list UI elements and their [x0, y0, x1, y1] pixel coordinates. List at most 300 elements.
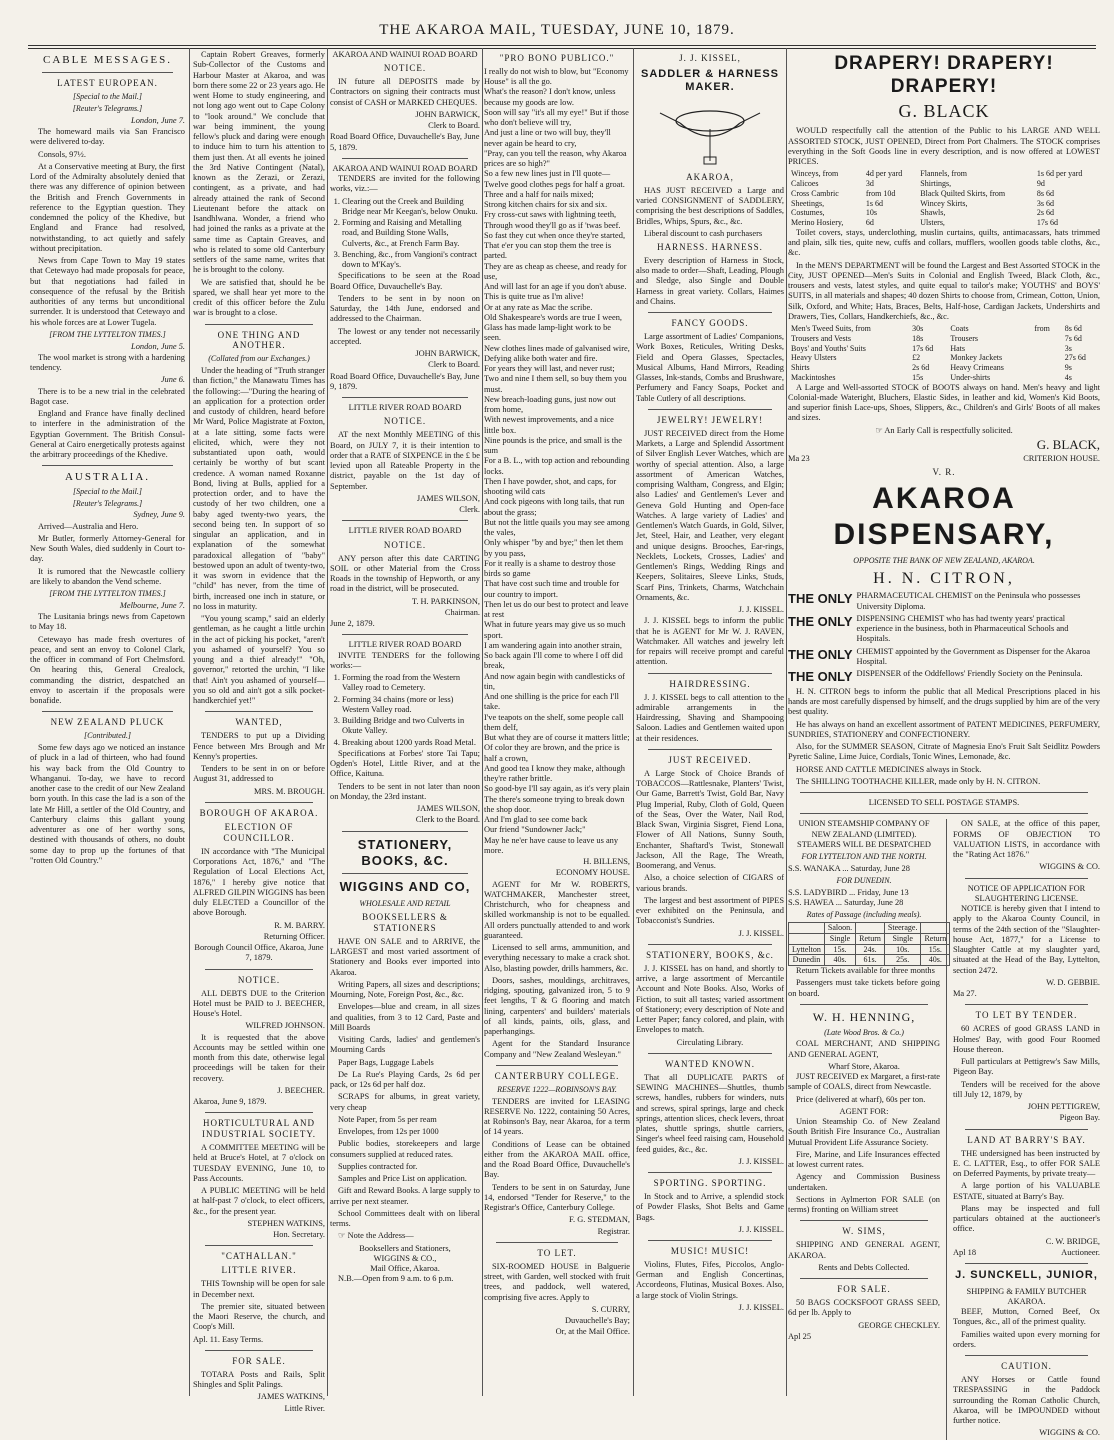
signature-title: Returning Officer. — [263, 931, 325, 941]
poem-line: Through wood they'll go as if 'twas beef. — [484, 220, 621, 230]
signature-title: Clerk to Board. — [428, 360, 480, 370]
signature: S. CURRY, — [591, 1304, 630, 1314]
paragraph: Liberal discount to cash purchasers — [644, 228, 763, 238]
paragraph: The Lusitania brings news from Capetown to May 18. — [30, 612, 185, 632]
paragraph: We are satisfied that, should he be spared, we shall hear yet more to the credit of this officer before the Zulu war is brought to a close. — [193, 277, 325, 318]
signature: J. J. KISSEL. — [738, 1302, 784, 1312]
sailing: FOR DUNEDIN. — [836, 876, 892, 886]
paragraph: ON SALE, at the office of this paper, FORMS OF OBJECTION TO VALUATION LISTS, in accordance with the "Rating Act 1876." — [952, 819, 1100, 860]
paragraph: Samples and Price List on application. — [338, 1174, 467, 1184]
paragraph: Agency and Commission Business undertaken. — [788, 1172, 940, 1192]
poem-line: Nine pounds is the price, and small is the sum — [484, 435, 622, 456]
table-cell: £2 — [912, 353, 921, 363]
poem-line: And will last for an age if you don't abuse. — [484, 282, 627, 292]
ad-footer: June 2, 1879. — [330, 619, 375, 629]
divider — [648, 1172, 772, 1173]
paragraph: Under the heading of "Truth stranger than fiction," the Manawatu Times has the following:—"During the hearing of an application for a protection order and custody of children, heard before Mr Ward, Police Magistrate at Foxton, at a late sitting, some facts were elicited, which, were they not substantiated upon oath, would certainly be worthy of but scant credence. A woman named Roxanne Bond, living at Bulls, applied for a protection order, and to have the custody of her two children, one a baby aged twenty-two years, the second being ten. In support of so singular an application, and in explanation of the somewhat paradoxical allegation of "baby" bestowed upon an adult of twenty-two, it was sworn in evidence that the "child" has never, from the time of birth, increased one inch in stature, or no loss in maturity. — [193, 366, 325, 611]
paragraph: The wool market is strong with a hardening tendency. — [30, 352, 185, 373]
table-cell: 8s 6d — [1064, 324, 1082, 334]
paragraph: Mr Butler, formerly Attorney-General for New South Wales, died suddenly in Court to-day. — [30, 533, 185, 564]
signature: JOHN BARWICK, — [415, 349, 480, 359]
paragraph: Some few days ago we noticed an instance of pluck in a lad of thirteen, who had found his way back from the Old Country to Whanganui. To-day, we have to record another case to the credit of our New Zealand born youth. In this case the lad is a son of the late Mr Hill, a settler of the Old Country, and Canterbury claims this gallant young adventurer as one of her worthy sons, destined with thousands of others, no doubt some day to prop up the fortunes of that "rotten Old Country." — [30, 743, 185, 865]
paragraph: Every description of Harness in Stock, also made to order—Shaft, Leading, Plough and Sledge, also Single and Double Harness in great variety. Collars, Haimes and Chains. — [636, 255, 784, 306]
poem-line: I've teapots on the shelf, some people call them delf, — [484, 712, 624, 732]
poem-line: For a B. L., with top action and rebounding locks. — [484, 456, 630, 476]
poem-line: Strong kitchen chairs for six and six. — [484, 200, 608, 210]
paragraph: Union Steamship Co. of New Zealand South British Fire Insurance Co., Australian Mutual Provident Life Assurance Society. — [788, 1117, 940, 1147]
paragraph: JUST RECEIVED direct from the Home Markets, a Large and Splendid Assortment of Silver English Lever Watches, which are worthy of special attention. Also, a large assortment of American Watches, comprising Waltham, Congress, and Elgin; also Ladies' and Gentlemen's Lever and Geneva Gold Hunting and Open-face Watches. A large variety of Ladies' and Gentlemen's Watch Guards, in Gold, Silver, Jet, Steel, Hair, and Leather, very elegant and unique designs. Brooches, Ear-rings, Necklets, Lockets, Crosses, Ladies' and Gentlemen's Rings, Wedding Rings and Keepers, Solitaires, Sleeve Links, Studs, Scarf Pins, Trinkets, Charms, Watchchain Ornaments, &c. — [636, 428, 784, 602]
divider — [648, 312, 772, 313]
table-cell: Trousers — [950, 333, 979, 343]
poem-line: Our friend "Sundowner Jack;" — [484, 825, 586, 835]
table-cell — [1031, 344, 1061, 354]
paragraph: Tenders to be sent in on Saturday, June 14, endorsed "Tender for Reserve," to the Registrar's Office, Canterbury College. — [484, 1182, 630, 1213]
saddle-illustration — [650, 99, 770, 169]
only-label: THE ONLY — [788, 613, 853, 629]
ad-heading: H. N. CITRON, — [873, 569, 1015, 587]
signature: JOHN PETTIGREW, — [1027, 1102, 1100, 1112]
ad-heading: W. H. HENNING, — [812, 1009, 916, 1024]
paragraph: TOTARA Posts and Rails, Split Shingles and Split Palings. — [193, 1369, 325, 1390]
table-cell: 7s 6d — [1064, 333, 1082, 343]
paragraph: THE undersigned has been instructed by E. C. LATTER, Esq., to offer FOR SALE on Deferred Payments, by private treaty— — [952, 1148, 1100, 1179]
paragraph: SIX-ROOMED HOUSE in Balguerie street, with Garden, well stocked with fruit trees, and paddock, well watered, comprising five acres. Apply to — [484, 1261, 630, 1302]
signature-title: Little River. — [284, 1403, 325, 1413]
fares-table — [788, 922, 950, 966]
column-5 — [636, 50, 784, 1395]
only-text: DISPENSING CHEMIST who has had twenty years' practical experience in the business, both in Pharmaceutical Schools and Hospitals. — [856, 613, 1069, 644]
ad-heading: HAIRDRESSING. — [669, 678, 751, 689]
ad-heading: CAUTION. — [1001, 1361, 1052, 1372]
poem-line: Twelve good clothes pegs for half a groat. — [484, 179, 625, 189]
table-row — [788, 218, 1100, 228]
paragraph: Passengers must take tickets before going on board. — [788, 978, 940, 998]
ad-heading: J. J. KISSEL, — [679, 53, 741, 63]
poem-line: So good-bye I'll say again, as it's very plain — [484, 784, 630, 794]
paragraph: BEEF, Mutton, Corned Beef, Ox Tongues, &c., all of the primest quality. — [952, 1307, 1100, 1327]
table-header-cell — [789, 933, 825, 944]
table-header-row — [789, 933, 950, 944]
byline: [Special to the Mail.] — [73, 486, 142, 496]
poem-line: Then I have powder, shot, and caps, for shooting wild cats — [484, 476, 617, 497]
table-cell: 3d — [865, 179, 874, 189]
divider — [205, 802, 313, 803]
paragraph: Return Tickets available for three months — [796, 966, 935, 976]
table-header-cell: Single — [824, 933, 855, 944]
table-cell: Shirts — [791, 363, 810, 373]
table-cell: from — [1034, 324, 1050, 334]
only-text: CHEMIST appointed by the Government as Dispenser for the Akaroa Hospital. — [856, 646, 1091, 666]
paragraph: Conditions of Lease can be obtained either from the AKAROA MAIL office, and the Road Board Office, Duvauchelle's Bay. — [484, 1139, 630, 1180]
masthead: THE AKAROA MAIL, TUESDAY, JUNE 10, 1879. — [379, 22, 735, 38]
issue-mark: Apl 18 — [952, 1247, 977, 1257]
ad-subheading: WHOLESALE AND RETAIL — [359, 899, 451, 909]
paragraph: WOULD respectfully call the attention of the Public to his LARGE AND WELL ASSORTED STOCK, JUST OPENED, Direct from Port Chalmers. The STOCK comprises everything in the Soft Goods line in every description, and is now offered at LOWEST PRICES. — [788, 126, 1100, 167]
column-1 — [30, 50, 185, 1395]
signature-title: Duvauchelle's Bay; — [564, 1316, 630, 1326]
poem — [484, 67, 630, 856]
ad-heading: STATIONERY, BOOKS, &C. — [357, 836, 453, 868]
paragraph: Agent for the Standard Insurance Company and "New Zealand Wesleyan." — [484, 1039, 630, 1059]
list-item: 3. Benching, &c., from Vangioni's contract down to M'Kay's. — [342, 250, 480, 271]
poem-line: May he ne'er have cause to leave us any more. — [484, 835, 619, 855]
table-cell: Shirtings, — [920, 179, 952, 189]
column-divider — [633, 48, 634, 1396]
call-notice: ☞ An Early Call is respectfully solicited. — [875, 425, 1013, 435]
poem-line: Then let us do our best to protect and leave at rest — [484, 599, 629, 620]
ad-heading: FANCY GOODS. — [671, 318, 749, 329]
paragraph: Full particulars at Pettigrew's Saw Mills, Pigeon Bay. — [952, 1057, 1100, 1077]
paragraph: Paper Bags, Luggage Labels — [338, 1057, 434, 1067]
table-cell: 27s 6d — [1064, 353, 1086, 363]
ad-heading: ELECTION OF COUNCILLOR. — [223, 821, 295, 843]
signature: WILFRED JOHNSON. — [245, 1021, 325, 1031]
byline: [Reuter's Telegrams.] — [72, 104, 143, 114]
table-cell: 30s — [912, 324, 924, 334]
poem-line: What's the reason? I don't know, unless because my goods are low. — [484, 87, 616, 107]
divider — [42, 72, 173, 73]
signature: J. J. KISSEL. — [738, 928, 784, 938]
paragraph: J. J. KISSEL has on hand, and shortly to arrive, a large assortment of Mercantile Account and Note Books. Also, Works of Fiction, to suit all tastes; varied assortment of Stationery; every description of Note and Letter Paper; fancy colored, and plain, with Envelopes to match. — [636, 963, 784, 1035]
ad-heading: SPORTING. SPORTING. — [653, 1178, 767, 1189]
paragraph: Specifications to be seen at the Road Board Office, Duvauchelle's Bay. — [330, 271, 480, 291]
signature: Booksellers and Stationers, — [359, 1243, 451, 1253]
paragraph: Large assortment of Ladies' Companions, Work Boxes, Reticules, Writing Desks, Field and Opera Glasses, Spectacles, Musical Albums, Hand Mirrors, Reading Glasses, Ink-stands, Combs and Brushware, Perfumery and Fancy Soaps, Pocket and Table Cutlery of all descriptions. — [636, 332, 784, 403]
tender-list — [330, 197, 480, 271]
poem-line: New breach-loading guns, just now out from home, — [484, 394, 616, 415]
ad-heading: W. SIMS, — [842, 1226, 886, 1237]
headline: ONE THING AND ANOTHER. — [217, 329, 301, 351]
ad-heading: FOR SALE. — [837, 1284, 891, 1295]
table-cell: Hats — [950, 343, 965, 353]
paragraph: ANY person after this date CARTING SOIL or other Material from the Cross Roads in the township of Hepworth, or any road in the district, will be prosecuted. — [330, 553, 480, 594]
table-cell: Coats — [950, 324, 969, 334]
signature-title: CRITERION HOUSE. — [1023, 453, 1100, 463]
divider — [800, 792, 1088, 793]
signature: W. D. GEBBIE. — [1046, 977, 1100, 987]
table-cell: 2s 6d — [912, 363, 930, 373]
table-cell: 24s. — [856, 944, 885, 955]
table-cell: Black Quilted Skirts, from — [920, 188, 1006, 198]
poem-line: Glass has made lamp-light work to be seen. — [484, 323, 611, 343]
table-cell: Cross Cambric — [791, 188, 839, 198]
paragraph: Captain Robert Greaves, formerly Sub-Collector of the Customs and Harbour Master at Akaroa, and was born there some 22 or 23 years ago. He went Home to study engineering, and not long ago went out to Cape Colony to "look around." We conclude that war being imminent, the young fellow's pluck and daring were enough to induce him to turn his attention to them just then. At all events he joined the 3rd Native Contingent (Natal), known as the Zerazi, or Zerazi, contingent, as a private, and had already attained the rank of Second Lieutenant before the attack on Isandhlwana. Wonder, a friend who had joined the ranks as a private at the same time as Captain Greaves, and who is related to some old Canterbury settlers of the same name, writes that he is brought to the colony. — [193, 50, 325, 275]
ad-heading: TO LET BY TENDER. — [975, 1010, 1078, 1021]
divider — [496, 1242, 618, 1243]
only-label: THE ONLY — [788, 669, 853, 685]
ad-heading: WANTED, — [235, 717, 283, 728]
paragraph: The SHILLING TOOTHACHE KILLER, made only by H. N. CITRON. — [796, 776, 1041, 786]
headline: AUSTRALIA. — [64, 471, 151, 484]
table-cell: from 10d — [865, 188, 896, 198]
paragraph: That all DUPLICATE PARTS of SEWING MACHINES—Shuttles, thumb screws, handles, rubbers for winders, nuts and screws, spiral springs, large and check springs, attention slices, check levers, throat plates, shuttle springs, shuttle carriers, Singer's wheel feed raising cam, Household feed guides, &c., &c. — [636, 1072, 784, 1154]
paragraph: At a Conservative meeting at Bury, the first Lord of the Admiralty absolutely denied that there was any difference of opinion between the British and French Governments in reference to the Egyptian question. They condemned the policy of the Khedive, but England and France had resolved, notwithstanding, to act quietly and safely without precipitation. — [30, 161, 185, 253]
ad-heading: LITTLE RIVER ROAD BOARD — [348, 526, 462, 536]
paragraph: It is requested that the above Accounts may be settled within one month from this date, otherwise legal proceedings will be taken for their recovery. — [193, 1032, 325, 1083]
only-row — [788, 614, 1100, 645]
ad-heading: CANTERBURY COLLEGE. — [494, 1070, 620, 1081]
paragraph: Also, a choice selection of CIGARS of various brands. — [636, 873, 784, 893]
signature-title: Wharf Store, Akaroa. — [828, 1061, 900, 1071]
divider — [496, 1065, 618, 1066]
paragraph: Tenders to be sent in by noon on Saturday, the 14th June, endorsed and addressed to the Chairman. — [330, 293, 480, 324]
poem-line: What in future years may give us so much sport. — [484, 620, 626, 640]
divider — [342, 397, 468, 398]
paragraph: J. J. KISSEL begs to call attention to the admirable arrangements in the Hairdressing, Shaving and Shampooing Saloon. Ladies and Gentlemen waited upon at their residences. — [636, 692, 784, 743]
table-cell: 6d — [865, 218, 874, 228]
poem-line: Defying alike both water and fire. — [484, 353, 598, 363]
issue-mark: Ma 27. — [952, 989, 977, 999]
paragraph: NOTICE is hereby given that I intend to apply to the Akaroa County Council, in terms of the 24th section of the "Slaughter-house Act, 1877," for a License to Slaughter Cattle at my slaughter yard, situated at the Head of the Bay, Lyttelton, section 2472. — [952, 904, 1100, 975]
table-row — [788, 344, 1100, 354]
signature: GEORGE CHECKLEY. — [858, 1320, 940, 1330]
poem-line: For it really is a shame to destroy those birds so game — [484, 558, 616, 579]
column-4 — [484, 50, 630, 1395]
poem-line: Three and a half for nails mixed; — [484, 189, 594, 199]
paragraph: IN future all DEPOSITS made by Contractors on signing their contracts must consist of CASH or MARKED CHEQUES. — [330, 77, 480, 107]
table-header-row — [789, 923, 950, 934]
ad-heading: BOROUGH OF AKAROA. — [199, 807, 319, 818]
paragraph: Also, for the SUMMER SEASON, Citrate of Magnesia Eno's Fruit Salt Seidlitz Powders Pyretic Saline, Lime Juice, Cordials, Tonic Wines, Lemonade, &c. — [788, 742, 1100, 762]
table-cell: 25s. — [884, 955, 921, 966]
paragraph: Cetewayo has made fresh overtures of peace, and sent an envoy to Colonel Clark, the officer in command of Fort Chelmsford. On hearing this, General Crealock, commanding the district, despatched an envoy to ascertain if the proposals were bonafide. — [30, 634, 185, 706]
signature: J. J. KISSEL. — [738, 1156, 784, 1166]
paragraph: SHIPPING AND GENERAL AGENT, AKAROA. — [788, 1240, 940, 1260]
divider — [965, 878, 1088, 879]
paragraph: News from Cape Town to May 19 states that Cetewayo had made proposals for peace, but that negotiations had failed in consequence of the refusal by the British authorities of any terms but unconditional surrender. It is understood that Cetewayo and his whole forces are at Lower Tugela. — [30, 256, 185, 327]
paragraph: Public bodies, storekeepers and large consumers supplied at reduced rates. — [330, 1139, 480, 1159]
divider — [342, 634, 468, 635]
ad-subheading: RESERVE 1222—ROBINSON'S BAY. — [497, 1084, 617, 1094]
poem-line: "Pray, can you tell the reason, why Akaroa prices are so high?" — [484, 148, 627, 169]
poem-line: New clothes lines made of galvanised wire, — [484, 343, 630, 353]
byline: [FROM THE LYTTELTON TIMES.] — [49, 329, 166, 339]
signature: H. BILLENS, — [583, 857, 630, 867]
paragraph: Supplies contracted for. — [338, 1161, 418, 1171]
divider — [205, 1112, 313, 1113]
paragraph: THIS Township will be open for sale in December next. — [193, 1279, 325, 1299]
divider — [342, 873, 468, 874]
ad-heading: JEWELRY! JEWELRY! — [656, 414, 764, 425]
table-cell: 9s — [1064, 363, 1072, 373]
paragraph: TENDERS are invited for the following works, viz.:— — [330, 174, 480, 194]
signature-title: ECONOMY HOUSE. — [555, 868, 630, 878]
table-cell: 10s — [865, 208, 877, 218]
paragraph: Violins, Flutes, Fifes, Piccolos, Anglo-German and English Concertinas, Accordeons, Flutinas, Musical Boxes. Also, a large stock of Violin Strings. — [636, 1259, 784, 1300]
column-divider — [327, 48, 328, 1396]
divider — [42, 711, 173, 712]
issue-mark: Apl 25 — [788, 1331, 812, 1341]
paragraph: ALL DEBTS DUE to the Criterion Hotel must be PAID to J. BEECHER, House's Hotel. — [193, 988, 325, 1019]
column-divider — [482, 48, 483, 1396]
signature: R. M. BARRY. — [274, 920, 325, 930]
ad-heading: UNION STEAMSHIP COMPANY OF NEW ZEALAND (LIMITED). — [798, 819, 930, 839]
table-cell: Dunedin — [789, 955, 825, 966]
divider — [205, 1350, 313, 1351]
divider — [648, 673, 772, 674]
paragraph: 50 BAGS COCKSFOOT GRASS SEED, 6d per lb. Apply to — [788, 1298, 940, 1318]
signature-title: Hon. Secretary. — [273, 1230, 325, 1240]
table-cell: Winceys, from — [791, 169, 839, 179]
paragraph: A large portion of his VALUABLE ESTATE, situated at Barry's Bay. — [952, 1181, 1100, 1201]
drapery-banner: DRAPERY! DRAPERY! DRAPERY! — [834, 53, 1054, 98]
ad-heading: HARNESS. HARNESS. — [657, 242, 763, 252]
ad-heading: AKAROA AND WAINUI ROAD BOARD — [332, 163, 478, 173]
signature: Circulating Library. — [676, 1037, 744, 1047]
ad-heading: G. BLACK — [898, 101, 990, 122]
paragraph: Consols, 97½. — [38, 149, 86, 159]
divider — [205, 969, 313, 970]
table-row — [788, 189, 1100, 199]
table-header-cell — [856, 923, 885, 934]
byline: (Collated from our Exchanges.) — [208, 354, 310, 364]
table-cell: 1s 6d per yard — [1036, 169, 1083, 179]
paragraph: It is rumored that the Newcastle colliery are likely to abandon the Vend scheme. — [30, 566, 185, 586]
signature: J. J. KISSEL. — [738, 605, 784, 615]
paragraph: "You young scamp," said an elderly gentleman, as he caught a little urchin in the act of picking his pocket, "aren't you ashamed of yourself? You so young and a thief already!" "Oh, governor," retorted the urchin, "I like that! Ain't you ashamed of yourself—you so old and ain't got a silk pocket-handkerchief yet!" — [193, 614, 325, 706]
divider — [42, 465, 173, 466]
table-cell: Merino Hosiery, — [791, 218, 844, 228]
table-row — [788, 363, 1100, 373]
table-header-cell: Return — [856, 933, 885, 944]
poem-line: But not the little quails you may see among the vales, — [484, 517, 630, 538]
ad-heading: NOTICE. — [237, 974, 281, 985]
paragraph: A PUBLIC MEETING will be held at half-past 7 o'clock, to elect officers, &c., for the present year. — [193, 1186, 325, 1216]
ad-subheading: Rates of Passage (including meals). — [806, 910, 922, 920]
paragraph: Price (delivered at wharf), 60s per ton. — [796, 1094, 926, 1104]
poem-line: And I'm glad to see come back — [484, 815, 588, 825]
paragraph: TENDERS to put up a Dividing Fence between Mrs Brough and Mr Kenny's properties. — [193, 731, 325, 761]
divider — [800, 813, 1088, 814]
table-row — [788, 324, 1100, 334]
only-label: THE ONLY — [788, 591, 853, 607]
divider — [648, 1240, 772, 1241]
signature: WIGGINS & CO. — [1039, 1428, 1100, 1438]
divider — [648, 409, 772, 410]
headline: NEW ZEALAND PLUCK — [50, 717, 165, 728]
table-cell: 17s 6d — [912, 343, 934, 353]
table-cell: Calicoes — [791, 179, 819, 189]
divider — [965, 1004, 1088, 1005]
divider — [648, 944, 772, 945]
table-cell: 17s 6d — [1036, 218, 1058, 228]
table-cell: 2s 6d — [1036, 208, 1054, 218]
ad-heading: NOTICE. — [383, 416, 427, 427]
ad-heading: SADDLER & HARNESS MAKER. — [640, 67, 779, 94]
table-cell: 40s. — [921, 955, 950, 966]
table-row — [789, 955, 950, 966]
paragraph: The largest and best assortment of PIPES ever exhibited on the Peninsula, and Tobacconist's Sundries. — [636, 895, 784, 926]
paragraph: 60 ACRES of good GRASS LAND in Holmes' Bay, with good Four Roomed House thereon. — [952, 1024, 1100, 1054]
paragraph: J. J. KISSEL begs to inform the public that he is AGENT for Mr W. J. RAVEN, Watchmaker. All watches and jewelry left for repairs will receive prompt and careful attention. — [636, 616, 784, 667]
ad-subheading: AGENT FOR: — [839, 1106, 889, 1116]
poem-line: Soon will say "it's all my eye!" But if those who don't believe will try, — [484, 107, 629, 128]
paragraph: Sections in Aylmerton FOR SALE (on terms) fronting on William street — [788, 1194, 940, 1215]
signature-title: Or, at the Mail Office. — [555, 1327, 630, 1337]
byline: [FROM THE LYTTELTON TIMES.] — [49, 589, 166, 599]
ad-subheading: FOR LYTTELTON AND THE NORTH. — [801, 852, 927, 862]
poem-line: But what they are of course it matters little; — [484, 733, 630, 743]
dateline: June 6. — [160, 375, 185, 385]
table-cell: 4d per yard — [865, 169, 903, 179]
divider — [648, 1053, 772, 1054]
dateline: London, June 5. — [131, 341, 185, 351]
table-row — [788, 179, 1100, 189]
signature: J. J. KISSEL. — [738, 1224, 784, 1234]
signature: C. W. BRIDGE, — [1045, 1236, 1100, 1246]
dateline: London, June 7. — [131, 115, 185, 125]
headline: CABLE MESSAGES. — [42, 54, 173, 66]
divider — [342, 158, 468, 159]
paragraph: TENDERS are invited for LEASING RESERVE No. 1222, containing 50 Acres, at Robinson's Bay, near Akaroa, for a term of 14 years. — [484, 1096, 630, 1137]
ad-heading: NOTICE. — [383, 63, 427, 74]
ad-heading: LITTLE RIVER. — [221, 1265, 297, 1276]
poem-line: And cock pigeons with long tails, that run about the grass; — [484, 497, 625, 517]
byline: [Contributed.] — [84, 731, 131, 741]
ad-heading: AKAROA DISPENSARY, — [833, 481, 1055, 552]
paragraph: INVITE TENDERS for the following works:— — [330, 650, 480, 670]
ad-heading: AKAROA AND WAINUI ROAD BOARD — [332, 50, 478, 59]
poem-line: Of color they are brown, and the price is half a crown, — [484, 743, 620, 763]
ad-heading: NOTICE. — [383, 539, 427, 550]
paragraph: ☞ Note the Address— — [338, 1231, 414, 1241]
table-cell: 3s — [1064, 343, 1072, 353]
divider — [965, 1129, 1088, 1130]
table-cell: 15s. — [824, 944, 855, 955]
poem-line: So back again I'll come to where I off did break, — [484, 651, 623, 671]
list-item: 1. Clearing out the Creek and Building Bridge near Mr Keegan's, below Onuku. — [342, 197, 480, 218]
poem-line: Or at any rate as Mac the scribe. — [484, 302, 593, 312]
table-cell — [1031, 373, 1061, 383]
ad-heading: STEAMERS WILL BE DESPATCHED — [797, 839, 931, 849]
paragraph: Note Paper, from 5s per ream — [338, 1114, 437, 1124]
paragraph: Tenders to be sent in not later than noon on Monday, the 23rd instant. — [330, 781, 480, 801]
table-row — [788, 334, 1100, 344]
ad-heading: LITTLE RIVER ROAD BOARD — [348, 640, 462, 650]
table-header-cell — [789, 923, 825, 934]
signature: J. BEECHER. — [277, 1085, 325, 1095]
poem-line: And one shilling is the price for each I'll take. — [484, 692, 620, 712]
poem-line: That have cost such time and trouble for our country to import. — [484, 579, 620, 599]
table-cell: Lyttelton — [789, 944, 825, 955]
poem-line: And now again begin with candlesticks of tin, — [484, 671, 625, 691]
paragraph: Envelopes, from 12s per 1000 — [338, 1127, 439, 1137]
table-cell: Shawls, — [920, 208, 946, 218]
paragraph: De La Rue's Playing Cards, 2s 6d per pack, or 12s 6d per half doz. — [330, 1069, 480, 1090]
table-cell: Men's Tweed Suits, from — [791, 324, 871, 334]
paragraph: A Large and Well-assorted STOCK of BOOTS always on hand. Men's heavy and light Colonial-made Wateright, Bluchers, Elastic Sides, in leather and kid, Women's Kid Boots, and superior finish Lace-ups, Shoes, Slippers, &c., Children's and Girls' Boots of all makes and sizes. — [788, 382, 1100, 423]
signature-title: Clerk to Board. — [428, 121, 480, 131]
poem-line: So fast they cut when once they're started, — [484, 230, 626, 240]
column-divider — [786, 48, 787, 1396]
paragraph: Licensed to sell arms, ammunition, and everything necessary to make a crack shot. Also, blasting powder, drills hammers, &c. — [484, 943, 630, 973]
ad-heading: WANTED KNOWN. — [665, 1058, 755, 1069]
paragraph: IN accordance with "The Municipal Corporations Act, 1876," and "The Regulation of Local Elections Act, 1876," I hereby give notice that ALFRED GILPIN WIGGINS has been duly ELECTED a Councillor of the above Borough. — [193, 846, 325, 918]
paragraph: Gift and Reward Books. A large supply to arrive per next steamer. — [330, 1186, 480, 1206]
poem-line: And good tea I know they make, although they're rather brittle. — [484, 763, 625, 784]
table-header-cell: Single — [884, 933, 921, 944]
table-cell: 9d — [1036, 179, 1045, 189]
sailing: S.S. HAWEA ... Saturday, June 28 — [788, 898, 904, 908]
table-cell: Heavy Ulsters — [791, 353, 837, 363]
table-header-cell: Saloon. — [824, 923, 855, 934]
ad-heading: "CATHALLAN." — [221, 1251, 297, 1262]
ad-footer: Rents and Debts Collected. — [818, 1262, 910, 1272]
ad-heading: MUSIC! MUSIC! — [670, 1246, 750, 1256]
paragraph: H. N. CITRON begs to inform the public that all Medical Prescriptions placed in his hands are most carefully dispensed by himself, and the drugs supplied by him are of the very best quality. — [788, 686, 1100, 717]
paragraph: HAVE ON SALE and to ARRIVE, the LARGEST and most varied assortment of Stationery and Books ever imported into Akaroa. — [330, 936, 480, 977]
left-subcolumn — [788, 819, 947, 1439]
